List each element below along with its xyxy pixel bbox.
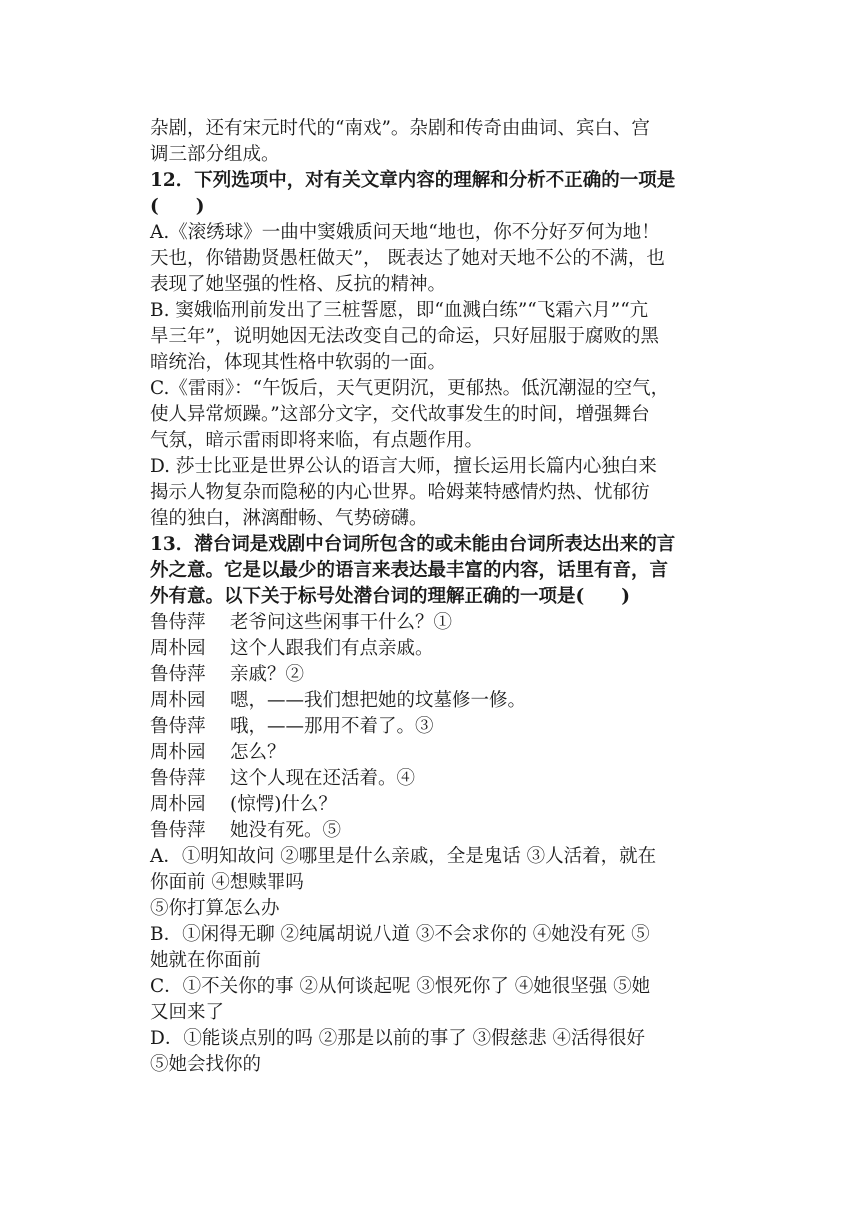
text-line: 暗统治，体现其性格中软弱的一面。 bbox=[150, 352, 447, 373]
question-12-stem: 12．下列选项中，对有关文章内容的理解和分析不正确的一项是 bbox=[150, 170, 676, 191]
text-line: 旱三年”，说明她因无法改变自己的命运，只好屈服于腐败的黑 bbox=[150, 326, 659, 347]
option-b bbox=[150, 298, 715, 376]
text-line: B．①闲得无聊 ②纯属胡说八道 ③不会求你的 ④她没有死 ⑤ bbox=[150, 924, 650, 945]
speaker-name: 周朴园 bbox=[150, 638, 206, 659]
text-line: C．①不关你的事 ②从何谈起呢 ③恨死你了 ④她很坚强 ⑤她 bbox=[150, 976, 651, 997]
text-line: 天也，你错勘贤愚枉做天”， 既表达了她对天地不公的不满，也 bbox=[150, 248, 665, 269]
dialogue bbox=[150, 610, 715, 844]
text-line: B. 窦娥临刑前发出了三桩誓愿，即“血溅白练”“飞霜六月”“亢 bbox=[150, 300, 649, 321]
option-b bbox=[150, 922, 715, 974]
text-line: 杂剧，还有宋元时代的“南戏”。杂剧和传奇由曲词、宾白、宫 bbox=[150, 118, 650, 139]
option-a bbox=[150, 844, 715, 922]
dialogue-line bbox=[150, 740, 715, 766]
speech: 嗯，——我们想把她的坟墓修一修。 bbox=[230, 690, 527, 711]
dialogue-line bbox=[150, 792, 715, 818]
text-line: D. 莎士比亚是世界公认的语言大师，擅长运用长篇内心独白来 bbox=[150, 456, 657, 477]
text-line: C.《雷雨》：“午饭后，天气更阴沉，更郁热。低沉潮湿的空气， bbox=[150, 378, 670, 399]
speech: 老爷问这些闲事干什么？① bbox=[230, 612, 453, 633]
text-line: 徨的独白，淋漓酣畅、气势磅礴。 bbox=[150, 508, 428, 529]
text-line: 她就在你面前 bbox=[150, 950, 262, 971]
text-line: 调三部分组成。 bbox=[150, 144, 280, 165]
speaker-name: 鲁侍萍 bbox=[150, 820, 206, 841]
text-line: A.《滚绣球》一曲中窦娥质问天地“地也，你不分好歹何为地！ bbox=[150, 222, 660, 243]
option-d bbox=[150, 454, 715, 532]
text-line: ⑤她会找你的 bbox=[150, 1054, 262, 1075]
text-line: 又回来了 bbox=[150, 1002, 225, 1023]
text-line: A．①明知故问 ②哪里是什么亲戚，全是鬼话 ③人活着，就在 bbox=[150, 846, 657, 867]
document-page bbox=[150, 116, 715, 1078]
dialogue-line bbox=[150, 714, 715, 740]
dialogue-line bbox=[150, 766, 715, 792]
speaker-name: 周朴园 bbox=[150, 742, 206, 763]
dialogue-line bbox=[150, 818, 715, 844]
speech: 亲戚？② bbox=[230, 664, 305, 685]
option-d bbox=[150, 1026, 715, 1078]
question-13-stem: 外有意。以下关于标号处潜台词的理解正确的一项是( ) bbox=[150, 586, 631, 607]
text-line: 表现了她坚强的性格、反抗的精神。 bbox=[150, 274, 447, 295]
speaker-name: 周朴园 bbox=[150, 794, 206, 815]
text-line: 气氛，暗示雷雨即将来临，有点题作用。 bbox=[150, 430, 484, 451]
speech: 哦，——那用不着了。③ bbox=[230, 716, 434, 737]
option-c bbox=[150, 974, 715, 1026]
speaker-name: 鲁侍萍 bbox=[150, 768, 206, 789]
speaker-name: 周朴园 bbox=[150, 690, 206, 711]
speech: 这个人跟我们有点亲戚。 bbox=[230, 638, 434, 659]
question-12 bbox=[150, 168, 715, 532]
intro-paragraph bbox=[150, 116, 715, 168]
question-13-stem: 13．潜台词是戏剧中台词所包含的或未能由台词所表达出来的言 bbox=[150, 534, 676, 555]
question-12-stem: ( ) bbox=[150, 196, 205, 217]
question-13 bbox=[150, 532, 715, 1078]
speech: 她没有死。⑤ bbox=[230, 820, 342, 841]
option-c bbox=[150, 376, 715, 454]
text-line: ⑤你打算怎么办 bbox=[150, 898, 280, 919]
speaker-name: 鲁侍萍 bbox=[150, 612, 206, 633]
speaker-name: 鲁侍萍 bbox=[150, 716, 206, 737]
speaker-name: 鲁侍萍 bbox=[150, 664, 206, 685]
speech: (惊愕)什么？ bbox=[230, 794, 337, 815]
dialogue-line bbox=[150, 610, 715, 636]
speech: 怎么？ bbox=[230, 742, 286, 763]
question-13-stem: 外之意。它是以最少的语言来表达最丰富的内容，话里有音，言 bbox=[150, 560, 669, 581]
option-a bbox=[150, 220, 715, 298]
dialogue-line bbox=[150, 636, 715, 662]
dialogue-line bbox=[150, 662, 715, 688]
text-line: D．①能谈点别的吗 ②那是以前的事了 ③假慈悲 ④活得很好 bbox=[150, 1028, 645, 1049]
text-line: 你面前 ④想赎罪吗 bbox=[150, 872, 304, 893]
dialogue-line bbox=[150, 688, 715, 714]
speech: 这个人现在还活着。④ bbox=[230, 768, 416, 789]
text-line: 揭示人物复杂而隐秘的内心世界。哈姆莱特感情灼热、忧郁彷 bbox=[150, 482, 650, 503]
text-line: 使人异常烦躁。”这部分文字，交代故事发生的时间，增强舞台 bbox=[150, 404, 650, 425]
